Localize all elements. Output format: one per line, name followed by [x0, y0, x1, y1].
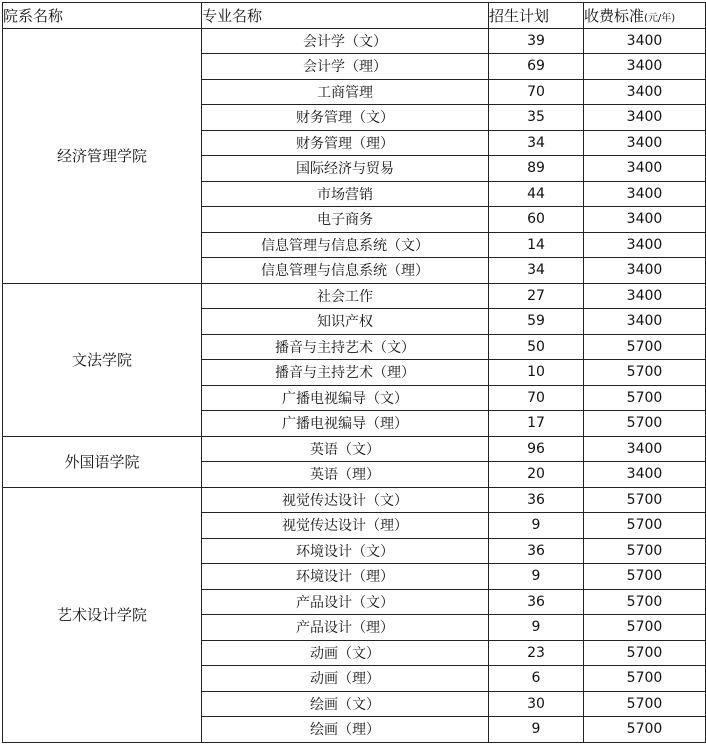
plan-cell: 9 [489, 717, 584, 743]
plan-cell: 36 [489, 589, 584, 615]
major-cell: 英语（理） [202, 462, 489, 488]
table-row [3, 436, 706, 462]
plan-cell: 14 [489, 232, 584, 258]
fee-cell: 5700 [584, 538, 706, 564]
major-cell: 动画（文） [202, 640, 489, 666]
header-major: 专业名称 [202, 3, 489, 29]
major-cell: 会计学（文） [202, 28, 489, 54]
plan-cell: 96 [489, 436, 584, 462]
plan-cell: 30 [489, 691, 584, 717]
header-fee-unit: (元/年) [644, 12, 676, 24]
plan-cell: 59 [489, 309, 584, 335]
major-cell: 广播电视编导（理） [202, 411, 489, 437]
fee-cell: 3400 [584, 283, 706, 309]
plan-cell: 9 [489, 615, 584, 641]
fee-cell: 3400 [584, 462, 706, 488]
major-cell: 产品设计（理） [202, 615, 489, 641]
plan-cell: 36 [489, 487, 584, 513]
fee-cell: 3400 [584, 28, 706, 54]
fee-cell: 5700 [584, 691, 706, 717]
college-cell: 艺术设计学院 [3, 487, 202, 742]
plan-cell: 23 [489, 640, 584, 666]
major-cell: 环境设计（理） [202, 564, 489, 590]
header-college: 院系名称 [3, 3, 202, 29]
fee-cell: 3400 [584, 232, 706, 258]
fee-cell: 5700 [584, 360, 706, 386]
major-cell: 绘画（文） [202, 691, 489, 717]
major-cell: 社会工作 [202, 283, 489, 309]
fee-cell: 5700 [584, 411, 706, 437]
fee-cell: 3400 [584, 130, 706, 156]
plan-cell: 70 [489, 385, 584, 411]
plan-cell: 6 [489, 666, 584, 692]
plan-cell: 35 [489, 105, 584, 131]
college-cell: 文法学院 [3, 283, 202, 436]
table-body [3, 28, 706, 742]
fee-cell: 3400 [584, 156, 706, 182]
fee-cell: 3400 [584, 79, 706, 105]
table-row [3, 28, 706, 54]
major-cell: 产品设计（文） [202, 589, 489, 615]
plan-cell: 60 [489, 207, 584, 233]
plan-cell: 69 [489, 54, 584, 80]
major-cell: 播音与主持艺术（理） [202, 360, 489, 386]
plan-cell: 44 [489, 181, 584, 207]
table-row [3, 283, 706, 309]
plan-cell: 39 [489, 28, 584, 54]
fee-cell: 5700 [584, 640, 706, 666]
major-cell: 市场营销 [202, 181, 489, 207]
major-cell: 动画（理） [202, 666, 489, 692]
fee-cell: 5700 [584, 564, 706, 590]
major-cell: 视觉传达设计（文） [202, 487, 489, 513]
fee-cell: 5700 [584, 615, 706, 641]
college-cell: 经济管理学院 [3, 28, 202, 283]
major-cell: 绘画（理） [202, 717, 489, 743]
major-cell: 财务管理（文） [202, 105, 489, 131]
fee-cell: 5700 [584, 589, 706, 615]
enrollment-table [2, 2, 706, 743]
major-cell: 广播电视编导（文） [202, 385, 489, 411]
plan-cell: 34 [489, 258, 584, 284]
major-cell: 信息管理与信息系统（文） [202, 232, 489, 258]
plan-cell: 89 [489, 156, 584, 182]
fee-cell: 5700 [584, 666, 706, 692]
table-header-row [3, 3, 706, 29]
plan-cell: 9 [489, 564, 584, 590]
plan-cell: 70 [489, 79, 584, 105]
major-cell: 会计学（理） [202, 54, 489, 80]
major-cell: 财务管理（理） [202, 130, 489, 156]
major-cell: 环境设计（文） [202, 538, 489, 564]
major-cell: 播音与主持艺术（文） [202, 334, 489, 360]
plan-cell: 20 [489, 462, 584, 488]
fee-cell: 3400 [584, 54, 706, 80]
major-cell: 电子商务 [202, 207, 489, 233]
major-cell: 工商管理 [202, 79, 489, 105]
fee-cell: 3400 [584, 436, 706, 462]
plan-cell: 17 [489, 411, 584, 437]
fee-cell: 3400 [584, 181, 706, 207]
major-cell: 信息管理与信息系统（理） [202, 258, 489, 284]
fee-cell: 5700 [584, 334, 706, 360]
table-row [3, 487, 706, 513]
plan-cell: 36 [489, 538, 584, 564]
fee-cell: 3400 [584, 207, 706, 233]
header-plan: 招生计划 [489, 3, 584, 29]
plan-cell: 9 [489, 513, 584, 539]
fee-cell: 5700 [584, 717, 706, 743]
header-fee-label: 收费标准 [584, 6, 645, 25]
plan-cell: 27 [489, 283, 584, 309]
fee-cell: 3400 [584, 105, 706, 131]
header-fee [584, 3, 706, 29]
major-cell: 国际经济与贸易 [202, 156, 489, 182]
plan-cell: 34 [489, 130, 584, 156]
fee-cell: 3400 [584, 309, 706, 335]
fee-cell: 5700 [584, 487, 706, 513]
fee-cell: 3400 [584, 258, 706, 284]
major-cell: 英语（文） [202, 436, 489, 462]
fee-cell: 5700 [584, 385, 706, 411]
major-cell: 知识产权 [202, 309, 489, 335]
fee-cell: 5700 [584, 513, 706, 539]
plan-cell: 10 [489, 360, 584, 386]
major-cell: 视觉传达设计（理） [202, 513, 489, 539]
college-cell: 外国语学院 [3, 436, 202, 487]
plan-cell: 50 [489, 334, 584, 360]
